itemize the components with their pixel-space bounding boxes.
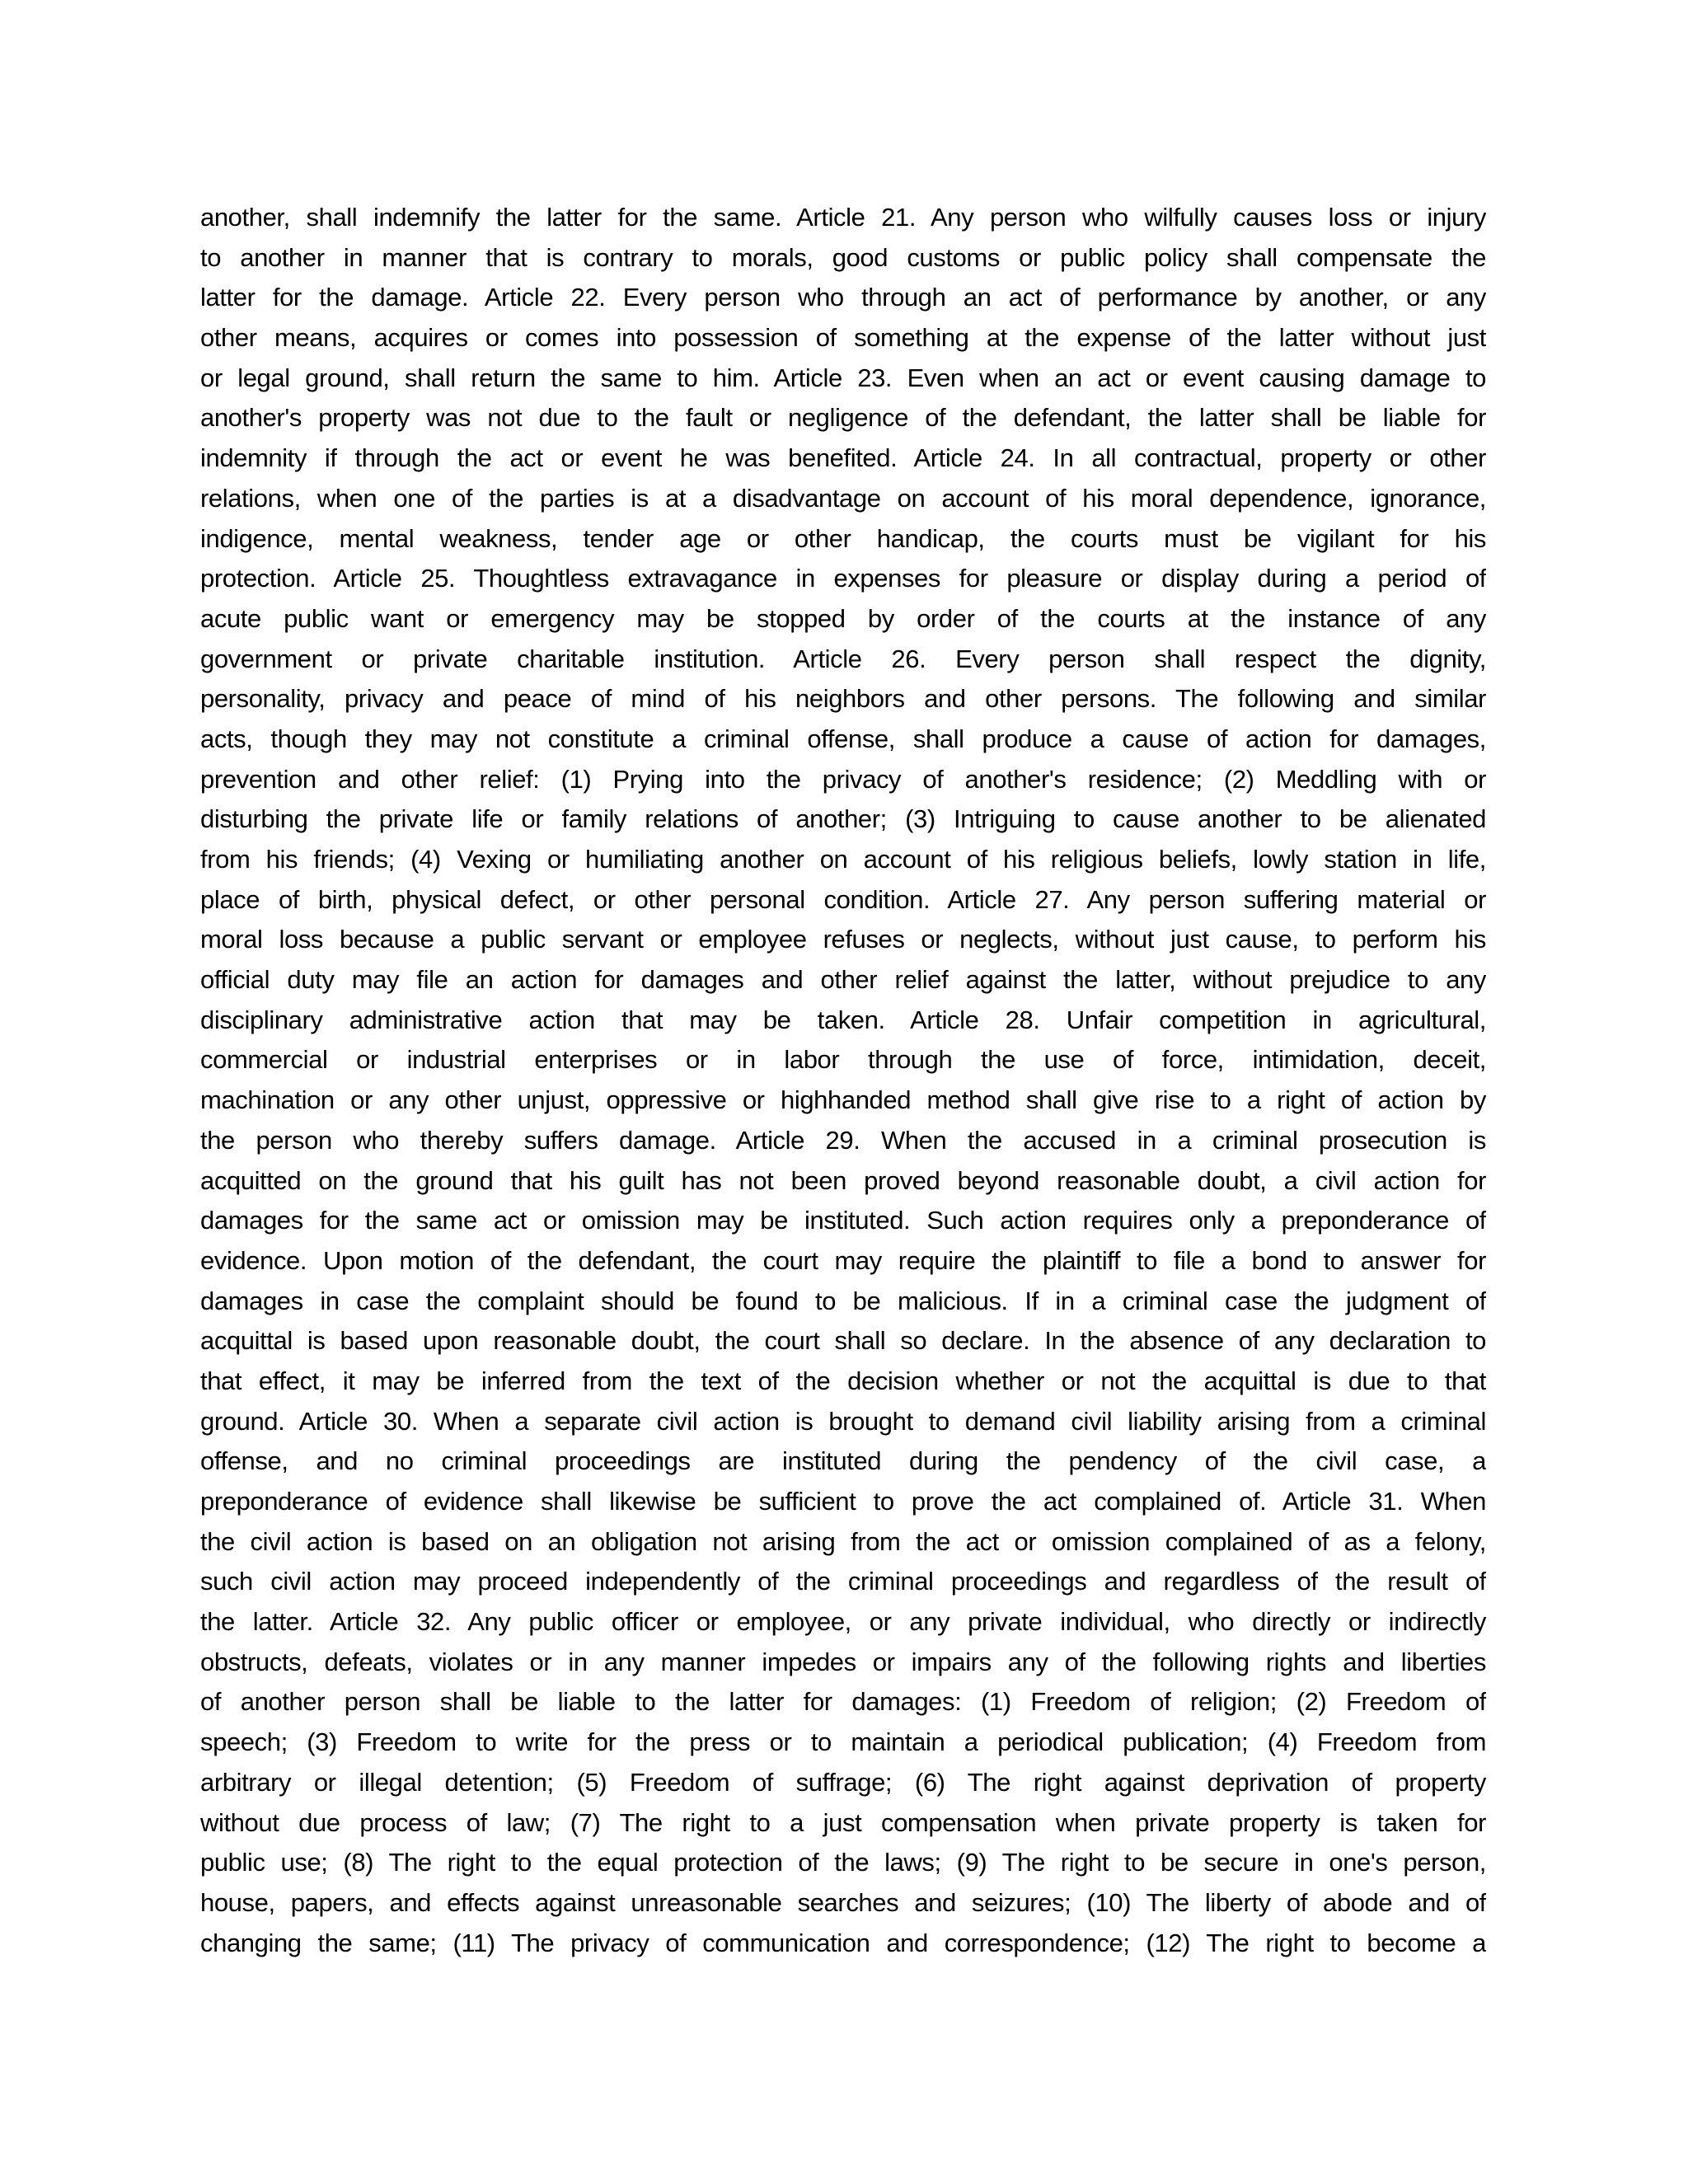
text-line: protection. Article 25. Thoughtless extravagance in expenses for pleasure or display during a period of <box>200 564 1486 593</box>
text-line: from his friends; (4) Vexing or humiliating another on account of his religious beliefs, lowly station in life, <box>200 845 1486 874</box>
text-line: the latter. Article 32. Any public officer or employee, or any private individual, who directly or indirectly <box>200 1607 1486 1637</box>
text-line: or legal ground, shall return the same to him. Article 23. Even when an act or event causing damage to <box>200 363 1486 392</box>
text-line: another, shall indemnify the latter for the same. Article 21. Any person who wilfully causes loss or injury <box>200 203 1486 232</box>
text-line: damages for the same act or omission may be instituted. Such action requires only a preponderance of <box>200 1206 1486 1235</box>
text-line: house, papers, and effects against unreasonable searches and seizures; (10) The liberty of abode and of <box>200 1887 1486 1917</box>
text-line: commercial or industrial enterprises or in labor through the use of force, intimidation, deceit, <box>200 1045 1486 1075</box>
text-line: the civil action is based on an obligation not arising from the act or omission complained of as a felony, <box>200 1526 1486 1556</box>
text-line: speech; (3) Freedom to write for the press or to maintain a periodical publication; (4) Freedom from <box>200 1727 1486 1757</box>
text-line: obstructs, defeats, violates or in any manner impedes or impairs any of the following rights and liberties <box>200 1647 1486 1676</box>
text-line: another's property was not due to the fault or negligence of the defendant, the latter shall be liable for <box>200 403 1486 433</box>
text-line: moral loss because a public servant or employee refuses or neglects, without just cause, to perform his <box>200 925 1486 954</box>
body-text <box>200 198 1486 1963</box>
text-line: relations, when one of the parties is at a disadvantage on account of his moral dependence, ignorance, <box>200 483 1486 513</box>
text-line: acquitted on the ground that his guilt has not been proved beyond reasonable doubt, a civil action for <box>200 1165 1486 1195</box>
text-line: offense, and no criminal proceedings are instituted during the pendency of the civil case, a <box>200 1446 1486 1476</box>
text-line: disciplinary administrative action that may be taken. Article 28. Unfair competition in agricultural, <box>200 1005 1486 1034</box>
text-line: ground. Article 30. When a separate civil action is brought to demand civil liability arising from a criminal <box>200 1406 1486 1436</box>
text-line: preponderance of evidence shall likewise be sufficient to prove the act complained of. Article 31. When <box>200 1487 1486 1516</box>
text-line: changing the same; (11) The privacy of communication and correspondence; (12) The right to become a <box>200 1928 1486 1957</box>
text-line: to another in manner that is contrary to morals, good customs or public policy shall compensate the <box>200 242 1486 272</box>
text-line: without due process of law; (7) The right to a just compensation when private property is taken for <box>200 1807 1486 1837</box>
text-line: damages in case the complaint should be found to be malicious. If in a criminal case the judgment of <box>200 1286 1486 1315</box>
text-line: government or private charitable institution. Article 26. Every person shall respect the dignity, <box>200 644 1486 673</box>
text-line: acquittal is based upon reasonable doubt, the court shall so declare. In the absence of any declaration to <box>200 1326 1486 1356</box>
text-line: that effect, it may be inferred from the text of the decision whether or not the acquittal is due to that <box>200 1366 1486 1395</box>
text-line: of another person shall be liable to the latter for damages: (1) Freedom of religion; (2) Freedom of <box>200 1687 1486 1717</box>
text-line: the person who thereby suffers damage. Article 29. When the accused in a criminal prosecution is <box>200 1125 1486 1155</box>
text-line: acts, though they may not constitute a criminal offense, shall produce a cause of action for damages, <box>200 724 1486 753</box>
text-line: official duty may file an action for damages and other relief against the latter, without prejudice to any <box>200 965 1486 995</box>
text-line: indigence, mental weakness, tender age or other handicap, the courts must be vigilant for his <box>200 523 1486 553</box>
text-line: place of birth, physical defect, or other personal condition. Article 27. Any person suffering material or <box>200 884 1486 914</box>
text-line: arbitrary or illegal detention; (5) Freedom of suffrage; (6) The right against deprivation of property <box>200 1767 1486 1797</box>
text-line: prevention and other relief: (1) Prying into the privacy of another's residence; (2) Meddling with or <box>200 764 1486 794</box>
text-line: indemnity if through the act or event he was benefited. Article 24. In all contractual, property or other <box>200 443 1486 473</box>
text-line: latter for the damage. Article 22. Every person who through an act of performance by another, or any <box>200 283 1486 312</box>
text-line: acute public want or emergency may be stopped by order of the courts at the instance of any <box>200 603 1486 633</box>
text-line: other means, acquires or comes into possession of something at the expense of the latter without just <box>200 323 1486 353</box>
text-line: disturbing the private life or family relations of another; (3) Intriguing to cause another to be alienated <box>200 804 1486 834</box>
text-line: evidence. Upon motion of the defendant, the court may require the plaintiff to file a bond to answer for <box>200 1245 1486 1275</box>
text-line: such civil action may proceed independently of the criminal proceedings and regardless of the result of <box>200 1567 1486 1596</box>
text-line: machination or any other unjust, oppressive or highhanded method shall give rise to a right of action by <box>200 1085 1486 1115</box>
text-line: public use; (8) The right to the equal protection of the laws; (9) The right to be secure in one's person, <box>200 1848 1486 1877</box>
text-line: personality, privacy and peace of mind of his neighbors and other persons. The following and similar <box>200 684 1486 714</box>
